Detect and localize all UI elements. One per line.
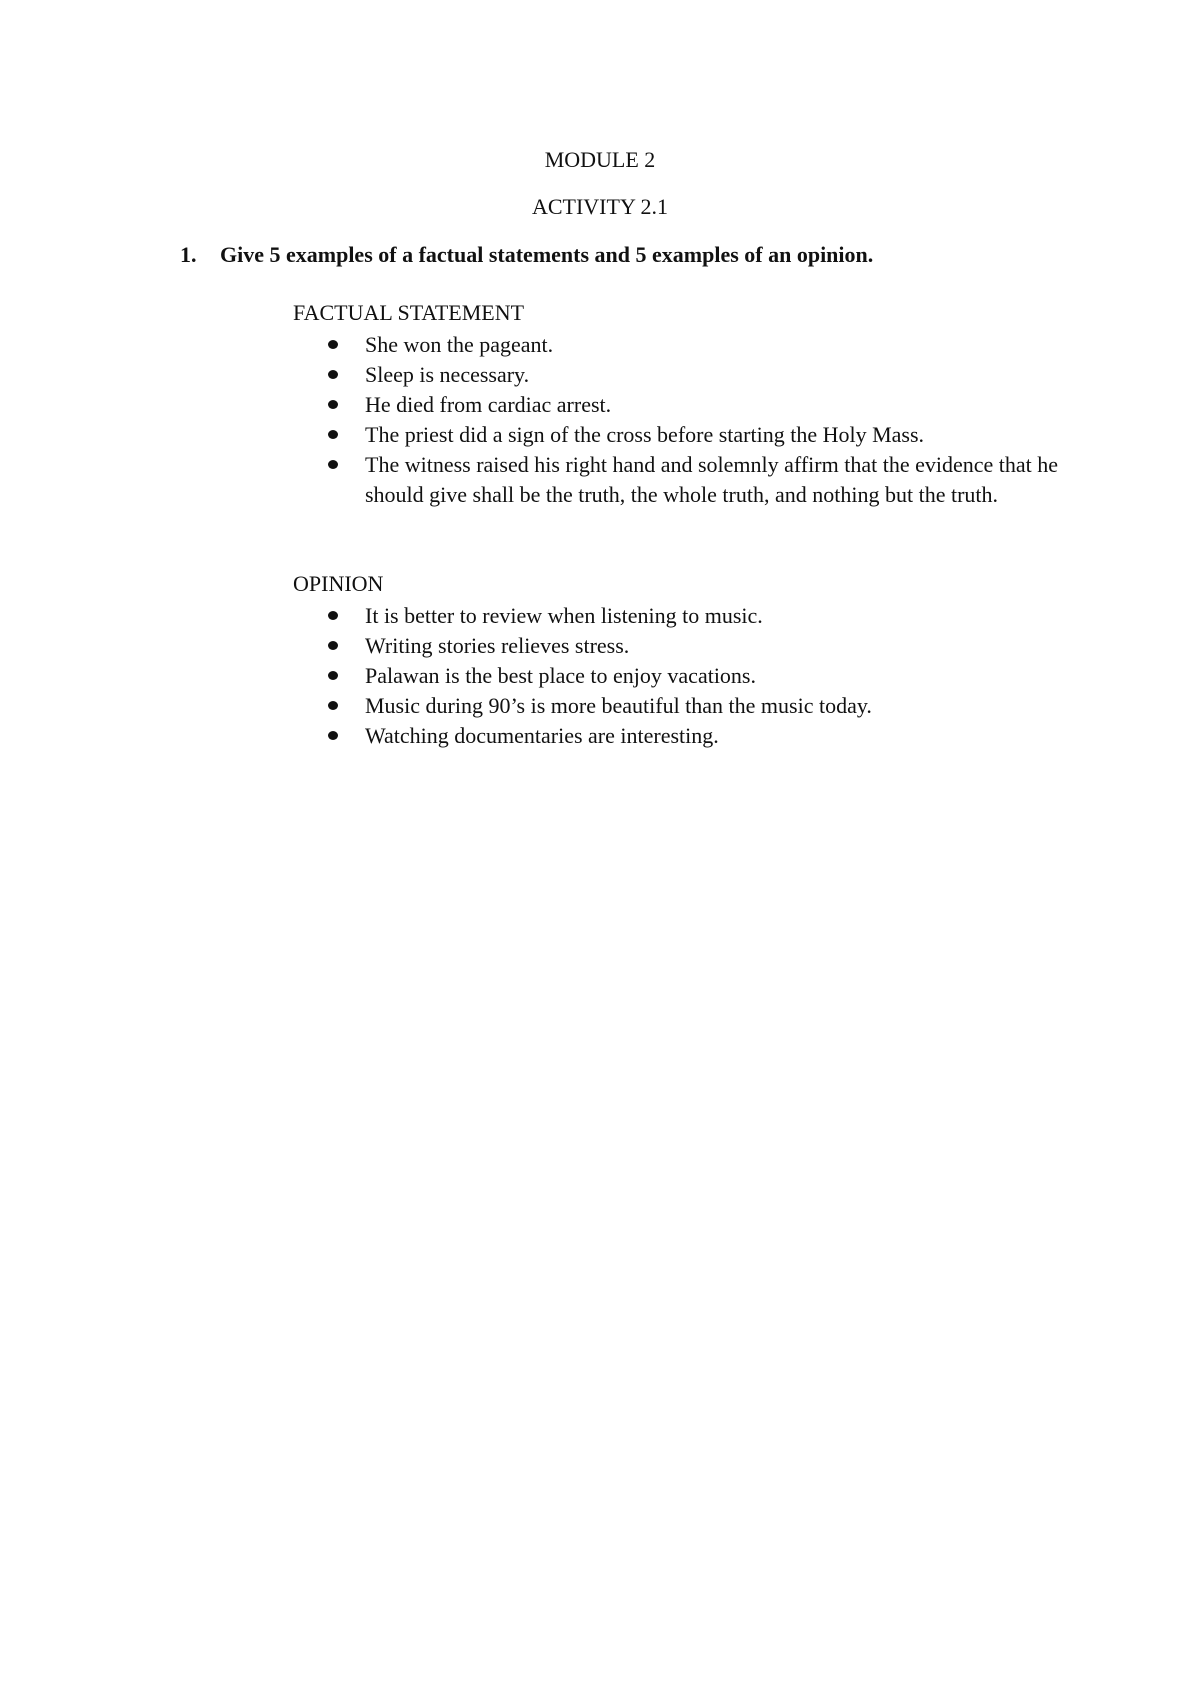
list-item: [293, 601, 1065, 631]
list-item-text: Watching documentaries are interesting.: [365, 723, 719, 748]
question-1: [180, 242, 1100, 268]
list-item: [293, 390, 1065, 420]
question-text: Give 5 examples of a factual statements and 5 examples of an opinion.: [220, 242, 874, 267]
list-item-text: Palawan is the best place to enjoy vacations.: [365, 663, 756, 688]
factual-statement-section: [293, 300, 1073, 510]
list-item-text: Music during 90’s is more beautiful than the music today.: [365, 693, 872, 718]
bullet-icon: [328, 340, 338, 349]
list-item-text: Sleep is necessary.: [365, 362, 530, 387]
section-title-opinion: OPINION: [293, 571, 384, 596]
bullet-icon: [328, 671, 338, 680]
list-item: [293, 330, 1065, 360]
activity-title: ACTIVITY 2.1: [531, 194, 669, 219]
list-item: [293, 450, 1065, 510]
opinion-list: [293, 601, 1073, 751]
bullet-icon: [328, 701, 338, 710]
bullet-icon: [328, 400, 338, 409]
list-item: [293, 420, 1065, 450]
module-title: MODULE 2: [544, 147, 656, 172]
list-item: [293, 661, 1065, 691]
question-number: 1.: [180, 242, 197, 267]
list-item-text: The priest did a sign of the cross before starting the Holy Mass.: [365, 422, 925, 447]
list-item: [293, 360, 1065, 390]
list-item: [293, 631, 1065, 661]
list-item: [293, 721, 1065, 751]
list-item-text: Writing stories relieves stress.: [365, 633, 630, 658]
list-item-text: The witness raised his right hand and solemnly affirm that the evidence that he should give shall be the truth, the whole truth, and nothing but the truth.: [365, 452, 1059, 507]
bullet-icon: [328, 460, 338, 469]
list-item: [293, 691, 1065, 721]
list-item-text: It is better to review when listening to music.: [365, 603, 763, 628]
list-item-text: He died from cardiac arrest.: [365, 392, 612, 417]
bullet-icon: [328, 430, 338, 439]
bullet-icon: [328, 611, 338, 620]
section-title-factual: FACTUAL STATEMENT: [293, 300, 525, 325]
factual-list: [293, 330, 1073, 510]
list-item-text: She won the pageant.: [365, 332, 554, 357]
bullet-icon: [328, 731, 338, 740]
bullet-icon: [328, 641, 338, 650]
bullet-icon: [328, 370, 338, 379]
opinion-section: [293, 571, 1073, 751]
